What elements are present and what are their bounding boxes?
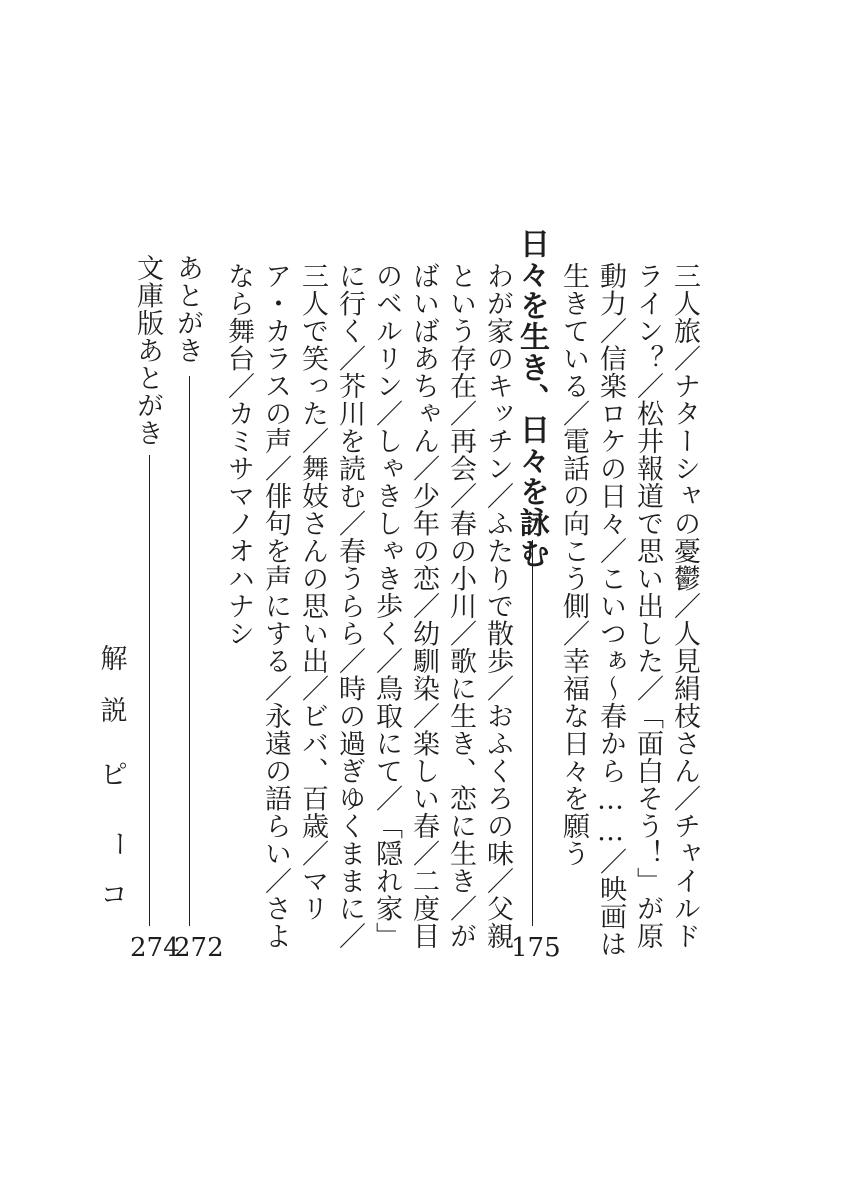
toc-line-4: 生きている／電話の向こう側／幸福な日々を願う [558, 262, 589, 867]
toc-entry-line-5: に行く／芥川を読む／春うらら／時の過ぎゆくままに／ [334, 262, 365, 950]
commentary-label-char-1: 解 [100, 644, 128, 675]
commentary-entry [97, 646, 131, 912]
section-page-number: 175 [511, 933, 561, 963]
commentary-author-char-2: ー [102, 829, 133, 857]
toc-entry-line-6: 三人で笑った／舞妓さんの思い出／ビバ、百歳／マリ [297, 262, 328, 922]
paperback-afterword-page-number: 274 [130, 933, 180, 963]
paperback-afterword-leader-line [149, 455, 150, 926]
toc-line-1: 三人旅／ナターシャの憂鬱／人見絹枝さん／チャイルド [669, 262, 700, 950]
toc-entry-line-3: ばいばあちゃん／少年の恋／幼馴染／楽しい春／二度目 [408, 262, 439, 950]
commentary-author-char-3: コ [100, 880, 128, 911]
afterword-title: あとがき [172, 254, 203, 364]
section-leader-line [532, 540, 533, 926]
section-heading: 日々を生き、日々を詠む [514, 228, 549, 569]
commentary-label-char-2: 説 [100, 696, 128, 727]
paperback-afterword-title: 文庫版あとがき [132, 254, 163, 447]
toc-entry-line-1: わが家のキッチン／ふたりで散歩／おふくろの味／父親 [482, 262, 513, 950]
toc-entry-line-2: という存在／再会／春の小川／歌に生き、恋に生き／が [445, 262, 476, 950]
afterword-leader-line [189, 376, 190, 926]
commentary-author-char-1: ピ [100, 760, 128, 791]
toc-entry-line-8: なら舞台／カミサマノオハナシ [223, 262, 254, 647]
toc-line-3: 動力／信楽ロケの日々／こいつぁ～春から……／映画は [595, 262, 626, 958]
toc-entry-line-7: ア・カラスの声／俳句を声にする／永遠の語らい／さよ [260, 262, 291, 950]
toc-entry-line-4: のベルリン／しゃきしゃき歩く／鳥取にて／「隠れ家」 [371, 262, 402, 950]
afterword-page-number: 272 [174, 933, 224, 963]
toc-line-2: ライン？／松井報道で思い出した／「面白そう！」が原 [632, 262, 663, 950]
